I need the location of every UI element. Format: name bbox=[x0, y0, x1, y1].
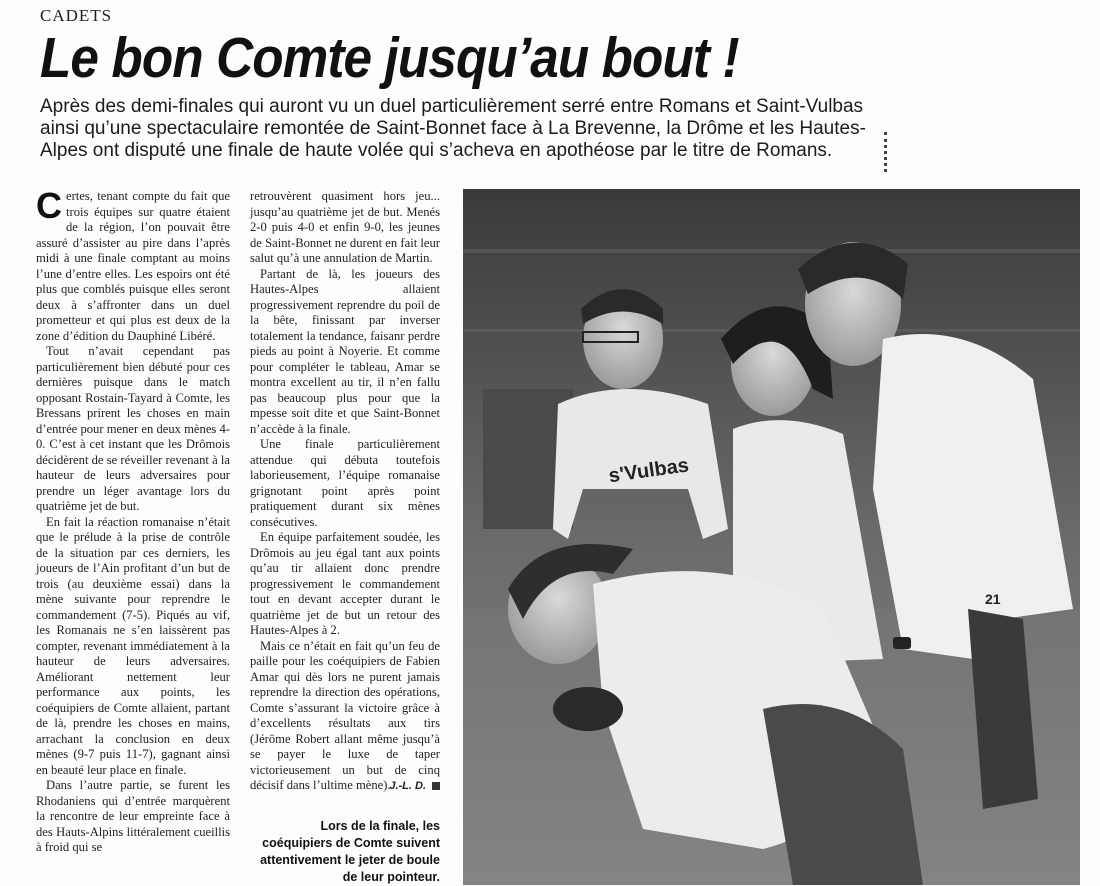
lead-paragraph: Après des demi-finales qui auront vu un duel particulièrement serré entre Romans et Saint-Vulbas ainsi qu’une spectaculaire remontée de Saint-Bonnet face à La Brevenne, la Drôme et les Hautes-Alpes ont disputé une finale de haute volée qui s’acheva en apothéose par le titre de Romans. bbox=[40, 96, 866, 161]
article-column-2 bbox=[250, 189, 440, 794]
end-mark-icon bbox=[432, 782, 440, 790]
paragraph: En fait la réaction romanaise n’était que le prélude à la prise de contrôle de la situation par ces derniers, les joueurs de l’Ain profitant d’un but de trois (au deuxième essai) dans la mène suivante pour reprendre le commandement (7-5). Piqués au vif, les Romanais ne s’en laissèrent pas compter, revenant immédiatement à la hauteur de leurs adversaires. Améliorant nettement leur performance aux points, les coéquipiers de Comte allaient, partant de là, prendre les choses en mains, arrachant la conclusion en deux mènes (9-7 puis 11-7), gagnant ainsi en beauté leur place en finale. bbox=[36, 514, 230, 777]
shirt-text: s'Vulbas bbox=[607, 454, 691, 488]
paragraph: Mais ce n’était en fait qu’un feu de paille pour les coéquipiers de Fabien Amar qui dès lors ne purent jamais reprendre la direction des opérations, Comte s’assurant la victoire grâce à d’excellents résultats aux tirs (Jérôme Robert allant même jusqu’à se payer le luxe de taper victorieusement un but de cinq décisif dans l’ultime mène). bbox=[250, 638, 440, 792]
paragraph: Partant de là, les joueurs des Hautes-Alpes allaient progressivement reprendre du poil de la bête, finissant par inverser totalement la tendance, faisanr perdre pieds au point à Noyerie. Et comme pour compléter le tableau, Amar se montra excellent au tir, il n’en fallu pas beaucoup plus pour que la mpesse soit dite et que Saint-Bonnet n’accède à la finale. bbox=[250, 266, 440, 436]
paragraph: retrouvèrent quasiment hors jeu... jusqu’au quatrième jet de but. Menés 2-0 puis 4-0 et enfin 9-0, les jeunes de Saint-Bonnet ne durent en fait leur salut qu’à une annulation de Martin. bbox=[250, 189, 440, 265]
paragraph: Dans l’autre partie, se furent les Rhodaniens qui d’entrée marquèrent la rencontre de leur empreinte face à des Hauts-Alpins littéralement cueillis à froid qui se bbox=[36, 778, 230, 854]
paragraph: Une finale particulièrement attendue qui débuta toutefois laborieusement, l’équipe romanaise grignotant point après point pratiquement durant six mènes consécutives. bbox=[250, 437, 440, 529]
paragraph: ertes, tenant compte du fait que trois équipes sur quatre étaient de la région, l’on pouvait être assuré d’assister au pire dans l’après midi à une finale comptant au moins l’une d’entre elles. Les espoirs ont été plus que comblés puisque elles seront deux à s’affronter dans un duel prometteur et qui plus est deux de la zone d’édition du Dauphiné Libéré. bbox=[36, 189, 230, 343]
article-column-1 bbox=[36, 185, 230, 856]
author-signature bbox=[250, 780, 440, 792]
section-label: CADETS bbox=[40, 6, 113, 25]
photo-caption: Lors de la finale, les coéquipiers de Comte suivent attentivement le jeter de boule de leur pointeur. bbox=[260, 819, 440, 884]
headline: Le bon Comte jusqu’au bout ! bbox=[40, 26, 739, 90]
news-photo bbox=[463, 189, 1080, 885]
author-initials: J.-L. D. bbox=[389, 780, 426, 792]
drop-cap: C bbox=[36, 185, 62, 226]
paragraph: Tout n’avait cependant pas particulièrement bien débuté pour ces dernières puisque dans le match opposant Rostain-Tayard à Comte, les Bressans prirent les choses en main d’entrée pour mener en deux mènes 4-0. C’est à cet instant que les Drômois décidèrent de se réveiller revenant à la hauteur de leurs adversaires pour prendre un léger avantage lors du quatrième jet de but. bbox=[36, 344, 230, 513]
dotted-separator bbox=[884, 132, 891, 172]
bib-number: 21 bbox=[985, 591, 1001, 607]
paragraph: En équipe parfaitement soudée, les Drômois au jeu égal tant aux points qu’au tir allaient donc prendre progressivement le commandement tout en devant accepter durant le quatrième jet de but un retour des Hautes-Alpes à 2. bbox=[250, 530, 440, 637]
